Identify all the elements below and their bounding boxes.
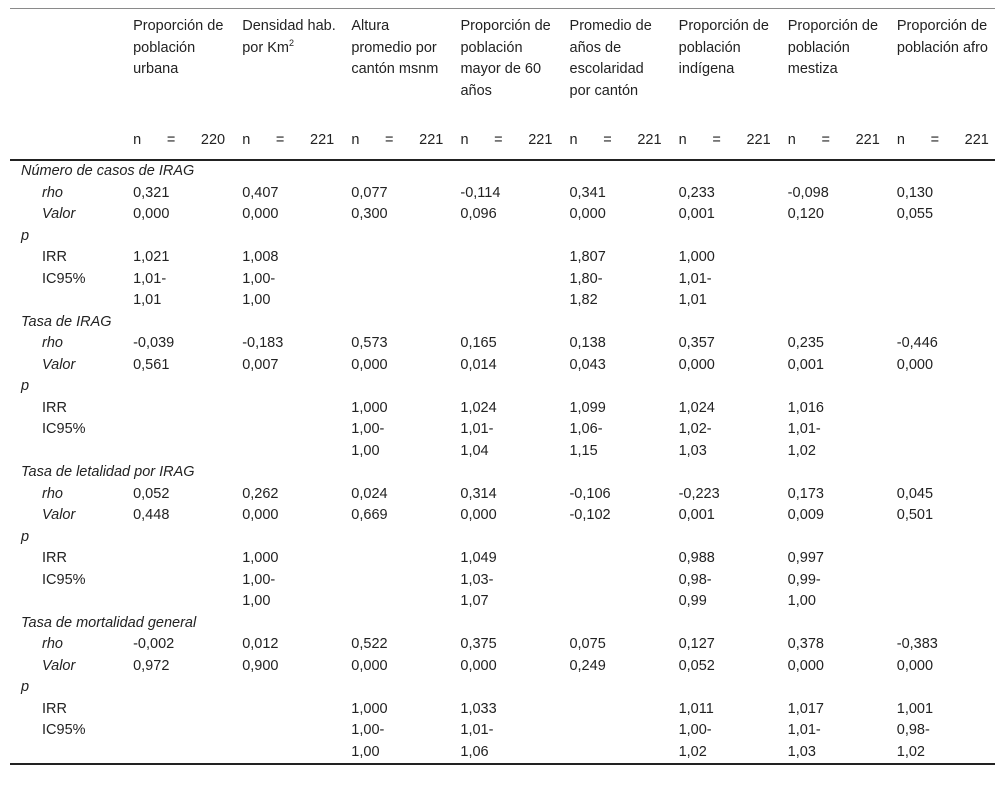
correlation-table	[10, 9, 995, 159]
data-cell: 1,82	[569, 292, 598, 308]
data-cell: 0,972	[133, 657, 170, 674]
n-label: n	[242, 132, 251, 148]
p-label: p	[21, 378, 30, 394]
row-label: rho	[42, 335, 63, 351]
data-cell	[777, 247, 886, 269]
group-title: Tasa de IRAG	[21, 313, 112, 330]
data-cell	[449, 247, 558, 269]
data-cell: 0,001	[787, 356, 824, 373]
data-cell	[886, 548, 995, 570]
ic95-row	[10, 419, 995, 441]
data-cell	[886, 398, 995, 420]
empty-cell	[558, 677, 667, 699]
data-cell: 0,165	[460, 335, 497, 351]
data-cell	[231, 742, 340, 764]
data-cell	[886, 269, 995, 291]
data-cell: 0,314	[460, 485, 497, 502]
data-cell	[340, 570, 449, 592]
column-header: Altura promedio por cantón msnm	[351, 18, 439, 77]
n-label: n	[133, 132, 142, 148]
data-cell: 1,017	[787, 700, 824, 717]
data-cell: 1,01-	[787, 722, 821, 738]
data-cell	[886, 247, 995, 269]
data-cell: 0,127	[678, 636, 715, 652]
row-label: Valor	[42, 206, 76, 222]
data-cell	[122, 548, 231, 570]
row-label: IRR	[42, 249, 67, 265]
equals-sign: =	[275, 132, 285, 148]
data-cell: 1,06	[460, 743, 489, 760]
column-header: Proporción de población afro	[896, 18, 988, 56]
empty-cell	[449, 376, 558, 398]
data-cell: 0,001	[678, 507, 715, 523]
rho-row	[10, 634, 995, 656]
empty-cell	[777, 376, 886, 398]
data-cell: 1,01-	[460, 722, 494, 738]
row-label: rho	[42, 184, 63, 201]
empty-cell	[886, 527, 995, 549]
row-label	[10, 591, 122, 613]
data-cell: 1,00-	[351, 722, 385, 738]
empty-cell	[340, 527, 449, 549]
data-cell	[340, 591, 449, 613]
data-cell	[231, 699, 340, 721]
data-cell: 1,00	[242, 292, 271, 308]
data-cell: -0,098	[787, 184, 829, 201]
rho-row	[10, 484, 995, 506]
n-value: 221	[528, 132, 553, 148]
n-label: n	[896, 132, 905, 148]
data-cell: -0,446	[896, 335, 938, 351]
data-cell: 0,249	[569, 657, 606, 674]
irr-row	[10, 247, 995, 269]
sample-size-cell	[668, 128, 777, 159]
empty-cell	[449, 677, 558, 699]
data-cell: 1,03	[678, 442, 707, 459]
sample-size-label-cell	[10, 128, 122, 159]
data-cell: 0,000	[787, 657, 824, 674]
data-cell: 1,807	[569, 249, 606, 265]
n-value: 221	[419, 132, 444, 148]
equals-sign: =	[494, 132, 503, 148]
empty-cell	[668, 527, 777, 549]
data-cell: 0,009	[787, 507, 824, 523]
n-value: 220	[200, 132, 226, 148]
sample-size-cell	[340, 128, 449, 159]
ic95-continuation-row	[10, 591, 995, 613]
data-cell: 1,00-	[242, 571, 276, 588]
data-cell: 1,06-	[569, 421, 603, 437]
data-cell: 1,04	[460, 442, 489, 459]
data-cell	[777, 290, 886, 312]
data-cell	[231, 419, 340, 441]
data-cell	[122, 720, 231, 742]
data-cell: 0,99	[678, 593, 707, 609]
data-cell	[231, 398, 340, 420]
irr-row	[10, 699, 995, 721]
group-header-row	[10, 312, 995, 334]
data-cell: 0,000	[678, 356, 715, 373]
data-cell	[558, 720, 667, 742]
data-cell: 0,448	[133, 507, 170, 523]
data-cell	[886, 419, 995, 441]
data-cell: 1,008	[242, 249, 279, 265]
data-cell: 0,173	[787, 485, 824, 502]
ic95-row	[10, 269, 995, 291]
equals-sign: =	[385, 132, 394, 148]
data-cell: 0,98-	[678, 571, 712, 588]
data-cell: 0,045	[896, 485, 934, 502]
sample-size-cell	[777, 128, 886, 159]
data-cell: 0,001	[678, 206, 715, 222]
data-cell	[122, 441, 231, 463]
data-cell: 0,055	[896, 206, 934, 222]
data-cell: 0,000	[896, 657, 934, 674]
data-cell	[886, 441, 995, 463]
n-label: n	[787, 132, 796, 148]
data-cell: 0,233	[678, 184, 715, 201]
data-cell: 1,016	[787, 399, 824, 416]
data-cell	[777, 269, 886, 291]
empty-cell	[449, 527, 558, 549]
row-label: IRR	[42, 550, 67, 566]
data-cell: 0,052	[133, 485, 170, 502]
data-cell	[340, 548, 449, 570]
data-cell: 0,378	[787, 636, 824, 652]
data-cell: 0,052	[678, 657, 715, 674]
valor-row	[10, 505, 995, 527]
group-header-row	[10, 462, 995, 484]
data-cell: 0,501	[896, 507, 934, 523]
bottom-rule	[10, 763, 995, 765]
data-cell: 1,024	[460, 399, 497, 416]
data-cell	[558, 548, 667, 570]
empty-cell	[668, 376, 777, 398]
data-cell: 1,00-	[678, 722, 712, 738]
results-table-container	[10, 8, 995, 765]
data-cell: 0,138	[569, 335, 606, 351]
data-cell: 0,235	[787, 335, 824, 351]
data-cell: 0,407	[242, 184, 279, 201]
data-cell	[122, 742, 231, 764]
row-label	[10, 742, 122, 764]
data-cell: 1,021	[133, 249, 170, 265]
row-label: rho	[42, 485, 63, 502]
empty-cell	[886, 677, 995, 699]
data-cell: 0,000	[460, 657, 497, 674]
data-cell	[886, 290, 995, 312]
empty-cell	[340, 226, 449, 248]
data-cell: 0,012	[242, 636, 279, 652]
superscript: 2	[288, 37, 294, 48]
p-label-row	[10, 226, 995, 248]
group-header-row	[10, 161, 995, 183]
p-label-row	[10, 376, 995, 398]
empty-cell	[886, 226, 995, 248]
empty-cell	[668, 677, 777, 699]
data-cell: 0,120	[787, 206, 824, 222]
data-cell: 0,000	[242, 206, 279, 222]
data-cell: 0,522	[351, 636, 388, 652]
valor-row	[10, 355, 995, 377]
p-label-row	[10, 677, 995, 699]
data-cell	[231, 441, 340, 463]
column-header: Proporción de población mayor de 60 años	[460, 18, 551, 99]
data-cell: 0,000	[351, 657, 388, 674]
n-label: n	[678, 132, 687, 148]
data-cell: 1,02	[896, 743, 925, 760]
row-label: IC95%	[42, 571, 86, 588]
data-cell: 1,024	[678, 399, 715, 416]
data-cell	[122, 570, 231, 592]
data-cell: 1,80-	[569, 270, 603, 287]
data-cell: 0,014	[460, 356, 497, 373]
empty-cell	[340, 376, 449, 398]
data-cell: 0,000	[569, 206, 606, 222]
data-cell: 1,000	[242, 550, 279, 566]
data-cell: 1,049	[460, 550, 497, 566]
column-header: Proporción de población indígena	[678, 18, 769, 77]
data-cell: 0,300	[351, 206, 388, 222]
empty-cell	[231, 527, 340, 549]
irr-row	[10, 398, 995, 420]
data-cell: 1,03	[787, 743, 816, 760]
row-label: IC95%	[42, 421, 86, 437]
column-header: Densidad hab. por Km$^2$	[242, 18, 336, 56]
ic95-continuation-row	[10, 742, 995, 764]
data-cell: 1,01	[133, 292, 162, 308]
data-cell: 0,007	[242, 356, 279, 373]
valor-row	[10, 656, 995, 678]
data-cell: 0,98-	[896, 722, 930, 738]
data-cell	[558, 742, 667, 764]
data-cell: 0,000	[460, 507, 497, 523]
row-label: IC95%	[42, 722, 86, 738]
data-cell: 0,669	[351, 507, 388, 523]
data-cell	[231, 720, 340, 742]
data-cell: 1,000	[351, 399, 388, 416]
data-cell: -0,223	[678, 485, 720, 502]
n-value: 221	[855, 132, 880, 148]
n-value: 221	[310, 132, 335, 148]
equals-sign: =	[821, 132, 830, 148]
data-cell: 1,00	[351, 743, 380, 760]
sample-size-cell	[886, 128, 995, 159]
data-cell: 1,01-	[787, 421, 821, 437]
data-cell: -0,114	[460, 184, 501, 201]
group-title: Tasa de letalidad por IRAG	[21, 464, 195, 480]
empty-cell	[122, 527, 231, 549]
data-cell: 0,357	[678, 335, 715, 351]
empty-cell	[449, 226, 558, 248]
row-label	[10, 441, 122, 463]
data-cell: -0,102	[569, 507, 611, 523]
data-cell	[122, 699, 231, 721]
ic95-continuation-row	[10, 290, 995, 312]
data-cell: 0,000	[242, 507, 279, 523]
data-cell: 1,01-	[460, 421, 494, 437]
data-cell	[886, 570, 995, 592]
data-cell: 1,02	[787, 442, 816, 459]
data-cell: 0,130	[896, 184, 934, 201]
data-cell: 1,099	[569, 399, 606, 416]
empty-cell	[558, 527, 667, 549]
empty-cell	[122, 677, 231, 699]
ic95-row	[10, 570, 995, 592]
n-value: 221	[637, 132, 662, 148]
valor-row	[10, 204, 995, 226]
data-cell: 1,000	[351, 700, 388, 717]
data-cell: -0,039	[133, 335, 175, 351]
data-cell: -0,106	[569, 485, 611, 502]
data-cell	[340, 269, 449, 291]
data-cell: 1,011	[678, 700, 714, 717]
data-cell: 0,375	[460, 636, 497, 652]
empty-cell	[122, 226, 231, 248]
row-label: IRR	[42, 700, 67, 717]
data-cell	[340, 290, 449, 312]
data-cell: -0,183	[242, 335, 284, 351]
data-cell: 0,561	[133, 356, 170, 373]
data-cell	[449, 269, 558, 291]
data-cell: 0,096	[460, 206, 497, 222]
sample-size-row	[10, 128, 995, 159]
row-label	[10, 290, 122, 312]
data-cell	[122, 398, 231, 420]
group-title: Número de casos de IRAG	[21, 163, 195, 179]
data-cell: 0,900	[242, 657, 279, 674]
n-label: n	[460, 132, 469, 148]
data-cell	[449, 290, 558, 312]
column-header: Proporción de población mestiza	[787, 18, 879, 77]
row-label: rho	[42, 636, 63, 652]
data-cell: 1,01	[678, 292, 707, 308]
data-cell: 1,15	[569, 442, 598, 459]
row-label: IC95%	[42, 270, 86, 287]
n-value: 221	[746, 132, 771, 148]
data-cell: 1,000	[678, 249, 715, 265]
data-cell: 1,00	[351, 442, 380, 459]
ic95-continuation-row	[10, 441, 995, 463]
p-label: p	[21, 227, 30, 244]
row-label: Valor	[42, 507, 76, 523]
data-cell: 0,997	[787, 550, 824, 566]
data-cell	[122, 591, 231, 613]
empty-cell	[886, 376, 995, 398]
group-header-row	[10, 613, 995, 635]
empty-cell	[231, 376, 340, 398]
data-cell	[886, 591, 995, 613]
sample-size-cell	[449, 128, 558, 159]
ic95-row	[10, 720, 995, 742]
equals-sign: =	[166, 132, 176, 148]
data-cell: -0,002	[133, 636, 175, 652]
data-cell: 0,043	[569, 356, 606, 373]
column-header: Promedio de años de escolaridad por cantón	[569, 18, 652, 99]
data-cell: 0,075	[569, 636, 606, 652]
data-cell: -0,383	[896, 636, 938, 652]
header-row	[10, 9, 995, 128]
sample-size-cell	[231, 128, 340, 159]
empty-cell	[340, 677, 449, 699]
sample-size-cell	[122, 128, 231, 159]
data-cell: 0,262	[242, 485, 279, 502]
data-cell: 0,99-	[787, 571, 821, 588]
p-label: p	[21, 528, 30, 545]
rho-row	[10, 183, 995, 205]
equals-sign: =	[712, 132, 721, 148]
data-cell: 1,03-	[460, 571, 494, 588]
empty-cell	[122, 376, 231, 398]
p-label: p	[21, 679, 30, 695]
data-cell: 1,01-	[678, 270, 712, 287]
data-cell: 0,988	[678, 550, 715, 566]
equals-sign: =	[603, 132, 612, 148]
empty-cell	[777, 226, 886, 248]
data-cell: 1,07	[460, 593, 489, 609]
empty-cell	[668, 226, 777, 248]
data-cell: 0,573	[351, 335, 388, 351]
data-cell: 0,077	[351, 184, 388, 201]
n-label: n	[351, 132, 360, 148]
data-cell	[558, 570, 667, 592]
column-header: Proporción de población urbana	[133, 18, 224, 77]
group-title: Tasa de mortalidad general	[21, 614, 197, 631]
data-cell: 0,024	[351, 485, 388, 502]
data-cell: 1,02	[678, 743, 707, 760]
data-cell	[340, 247, 449, 269]
row-label: Valor	[42, 657, 76, 674]
data-cell: 1,02-	[678, 421, 712, 437]
p-label-row	[10, 527, 995, 549]
rho-row	[10, 333, 995, 355]
data-cell	[122, 419, 231, 441]
empty-cell	[231, 677, 340, 699]
data-cell: 0,000	[896, 356, 934, 373]
equals-sign: =	[930, 132, 940, 148]
sample-size-cell	[559, 128, 668, 159]
empty-cell	[558, 376, 667, 398]
data-cell: 0,000	[133, 206, 170, 222]
empty-cell	[231, 226, 340, 248]
header-corner	[10, 9, 122, 128]
empty-cell	[777, 677, 886, 699]
data-cell: 0,341	[569, 184, 606, 201]
data-cell: 0,000	[351, 356, 388, 373]
empty-cell	[777, 527, 886, 549]
data-cell: 1,001	[896, 700, 934, 717]
data-cell: 1,00	[787, 593, 816, 609]
data-cell: 1,00-	[242, 270, 276, 287]
irr-row	[10, 548, 995, 570]
row-label: Valor	[42, 356, 76, 373]
data-cell: 1,01-	[133, 270, 167, 287]
row-label: IRR	[42, 399, 67, 416]
correlation-table-body	[10, 161, 995, 763]
data-cell	[558, 699, 667, 721]
data-cell: 0,321	[133, 184, 170, 201]
data-cell	[558, 591, 667, 613]
n-label: n	[569, 132, 578, 148]
data-cell: 1,00-	[351, 421, 385, 437]
data-cell: 1,00	[242, 593, 271, 609]
n-value: 221	[964, 132, 989, 148]
empty-cell	[558, 226, 667, 248]
data-cell: 1,033	[460, 700, 497, 717]
